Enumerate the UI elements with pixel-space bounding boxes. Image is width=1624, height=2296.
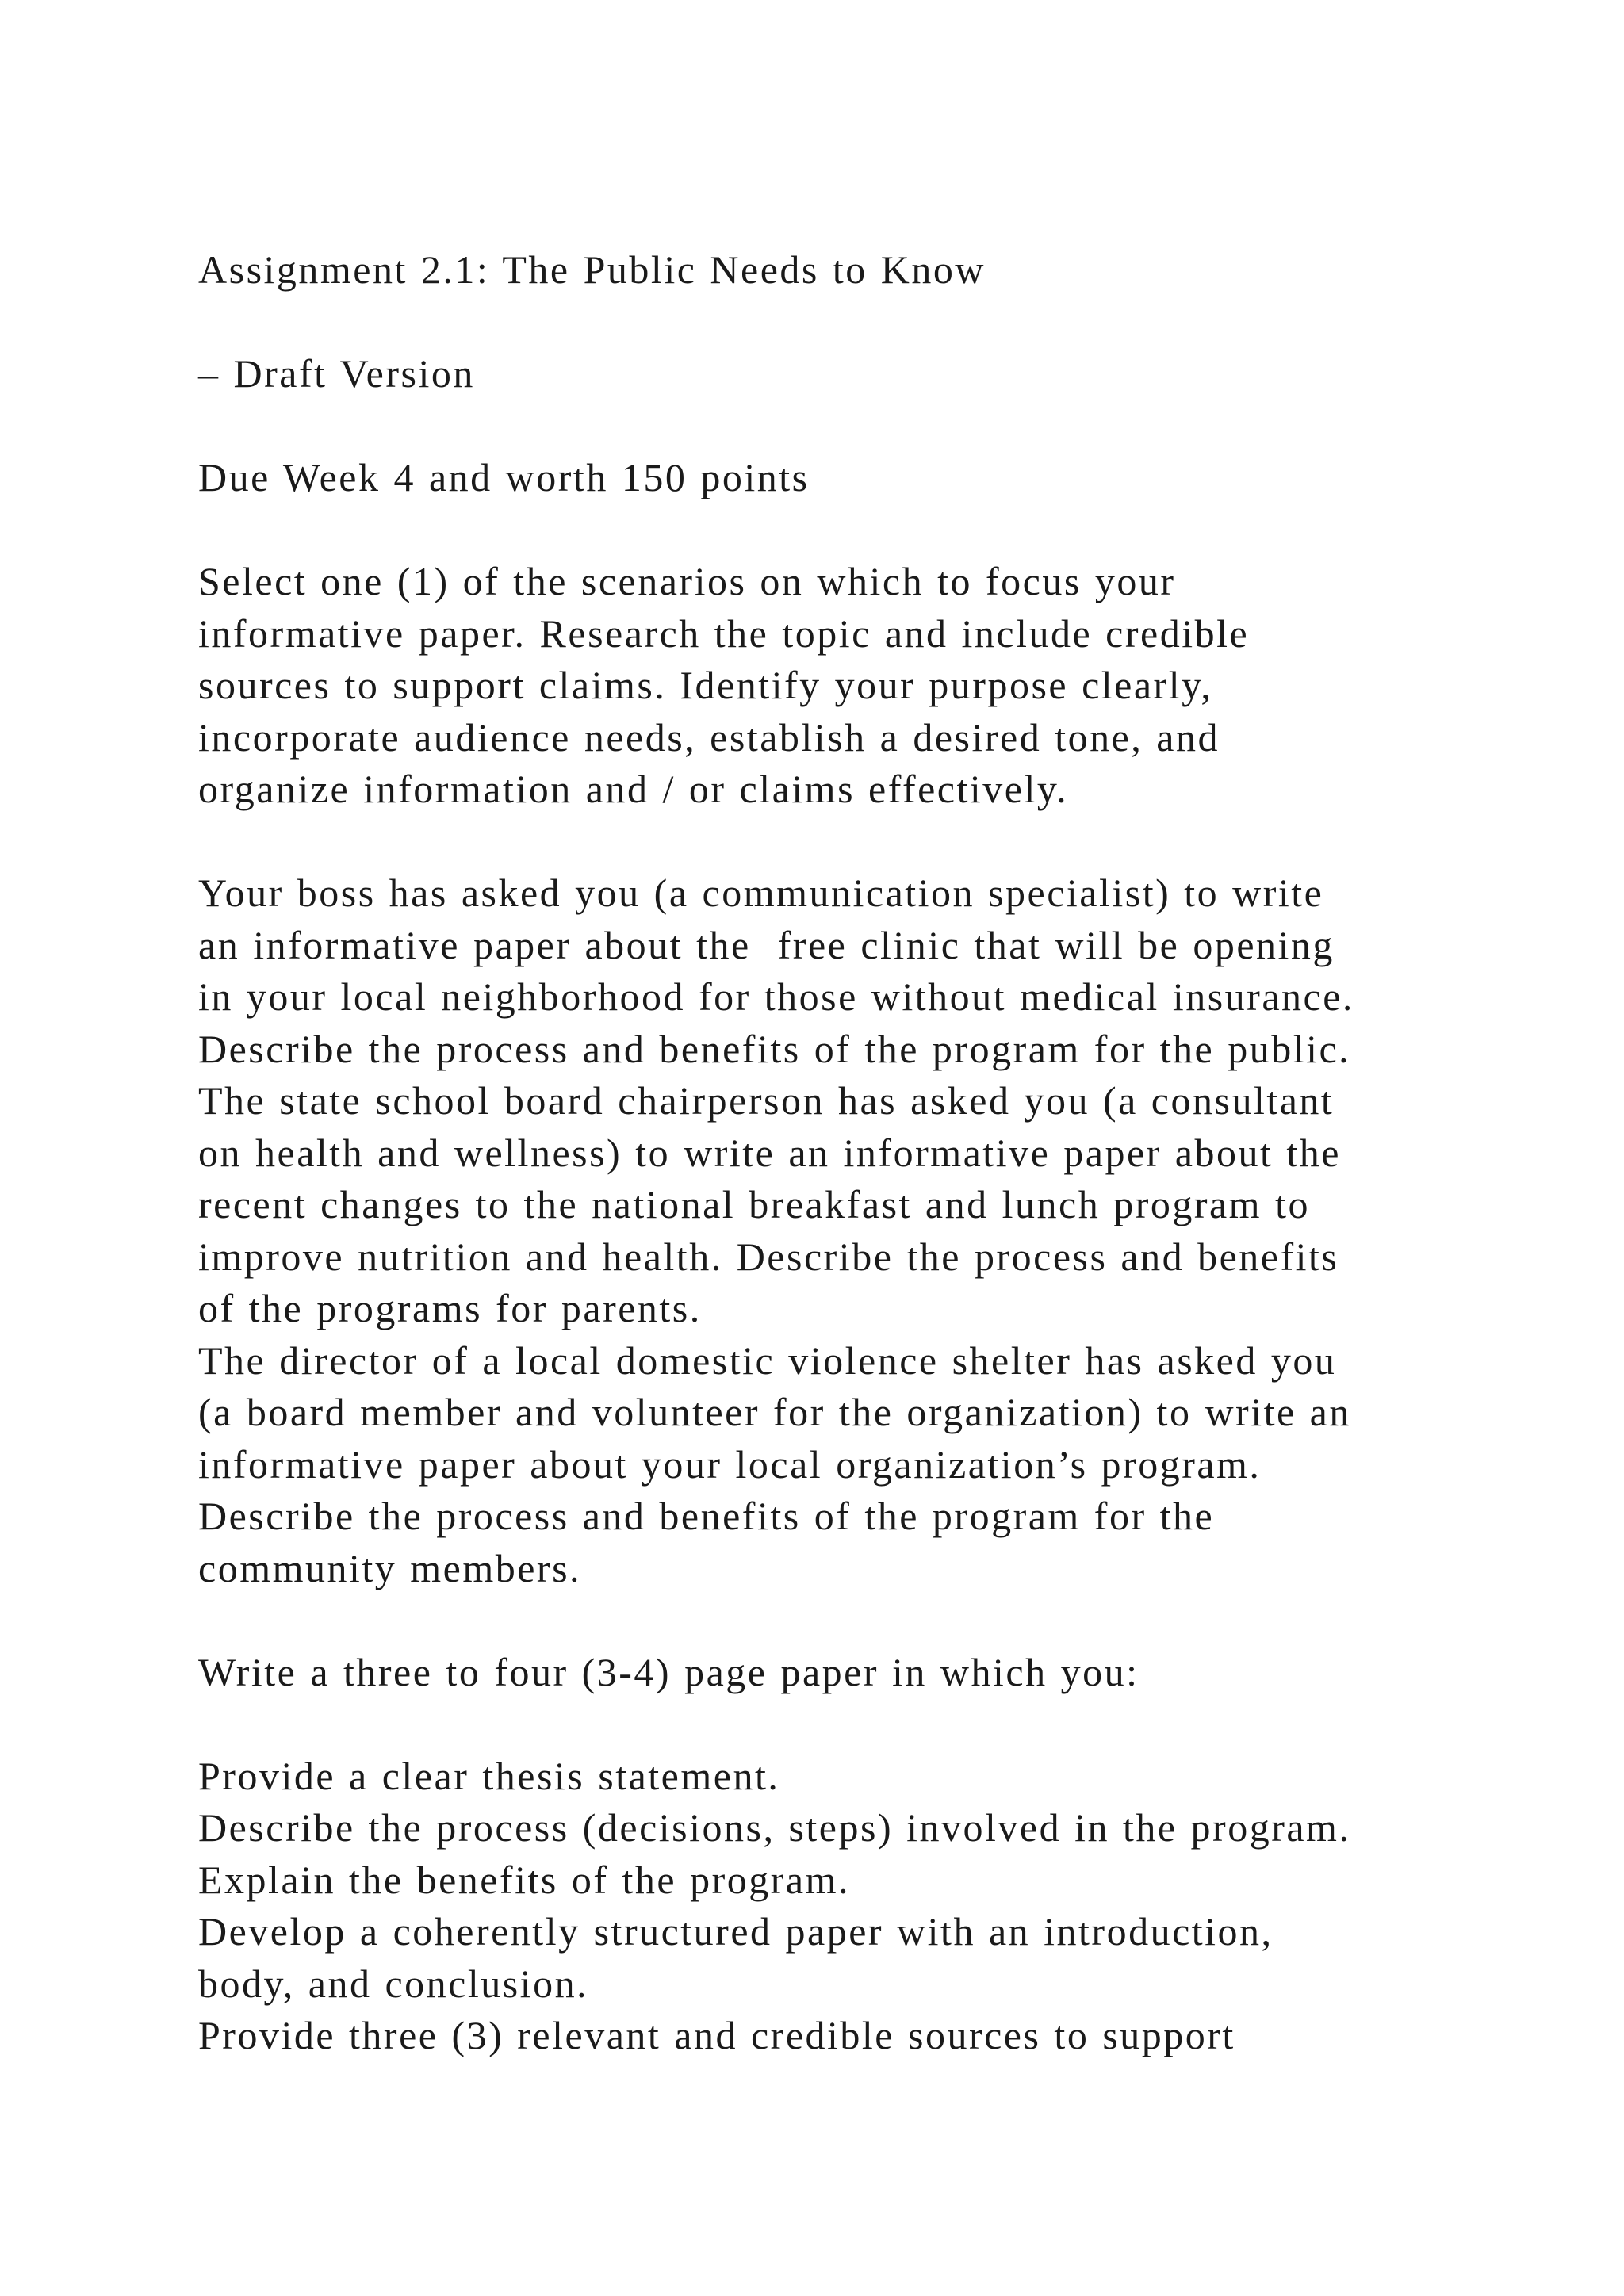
text-line: incorporate audience needs, establish a desired tone, and [198,714,1220,760]
text-line: community members. [198,1545,582,1590]
text-line: Describe the process and benefits of the program for the [198,1494,1215,1538]
text-line: an informative paper about the free clinic that will be opening [198,922,1335,967]
spacer [198,297,1546,349]
requirement-item: Describe the process (decisions, steps) involved in the program. [198,1805,1351,1850]
text-line: recent changes to the national breakfast and lunch program to [198,1182,1310,1226]
spacer [198,816,1546,868]
document-subtitle: – Draft Version [198,351,475,396]
text-line: informative paper. Research the topic and include credible [198,610,1250,656]
text-line: Describe the process and benefits of the program for the public. [198,1026,1351,1071]
document-title: Assignment 2.1: The Public Needs to Know [198,247,986,292]
requirement-item: Develop a coherently structured paper with an introduction, [198,1909,1274,1954]
requirement-item: Provide three (3) relevant and credible sources to support [198,2013,1235,2057]
text-line: improve nutrition and health. Describe the process and benefits [198,1234,1339,1279]
spacer [198,504,1546,557]
text-line: informative paper about your local organization’s program. [198,1441,1262,1487]
due-line: Due Week 4 and worth 150 points [198,455,810,499]
spacer [198,1698,1546,1751]
text-line: Your boss has asked you (a communication specialist) to write [198,871,1324,915]
requirement-item: body, and conclusion. [198,1961,589,2006]
intro-paragraph [198,556,1546,816]
spacer [198,1594,1546,1647]
text-line: organize information and / or claims effectively. [198,767,1069,811]
requirements-list [198,1751,1546,2062]
text-line: sources to support claims. Identify your purpose clearly, [198,663,1213,707]
text-line: on health and wellness) to write an informative paper about the [198,1130,1341,1175]
spacer [198,400,1546,453]
text-line: of the programs for parents. [198,1286,702,1330]
requirement-item: Explain the benefits of the program. [198,1857,850,1902]
text-line: The director of a local domestic violence shelter has asked you [198,1337,1337,1383]
scenarios-paragraph [198,867,1546,1594]
text-line: (a board member and volunteer for the organization) to write an [198,1390,1351,1434]
requirement-item: Provide a clear thesis statement. [198,1753,780,1798]
document-body [198,244,1546,2062]
instruction-line: Write a three to four (3-4) page paper in which you: [198,1649,1139,1694]
text-line: The state school board chairperson has asked you (a consultant [198,1078,1335,1123]
text-line: Select one (1) of the scenarios on which to focus your [198,559,1176,603]
text-line: in your local neighborhood for those without medical insurance. [198,974,1354,1019]
